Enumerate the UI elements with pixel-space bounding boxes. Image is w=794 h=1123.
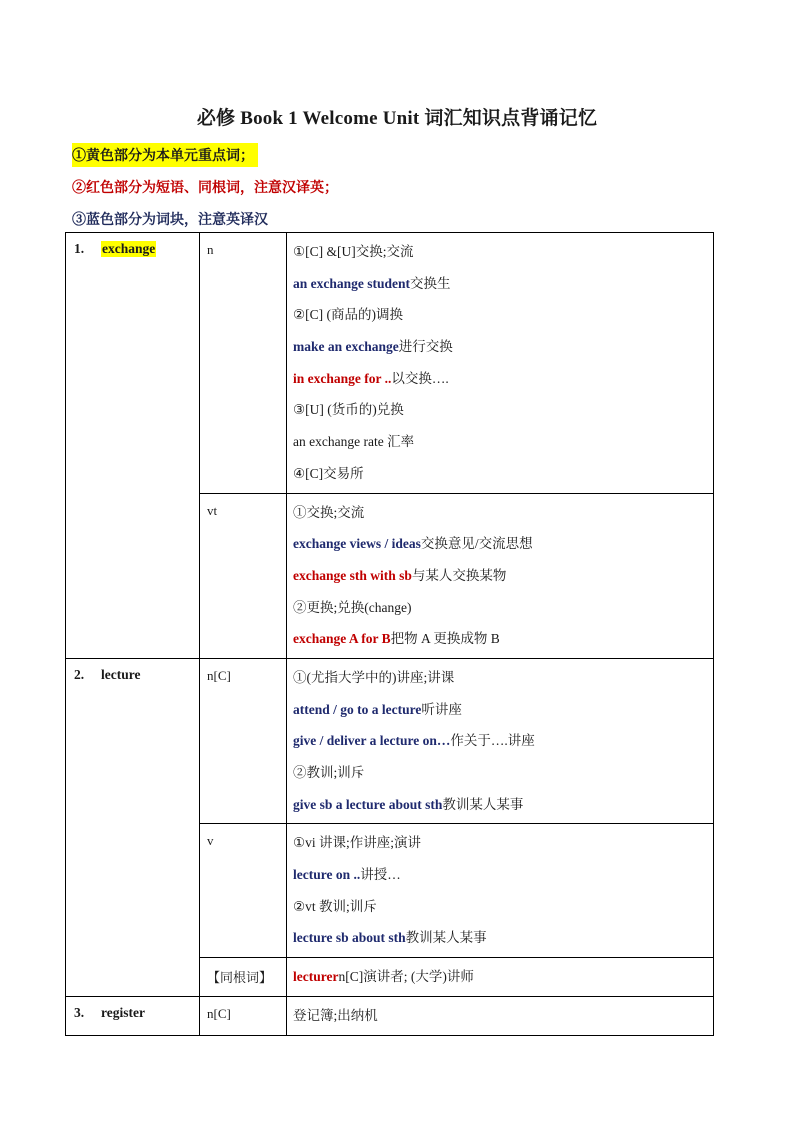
phrase-meaning: n[C]演讲者; (大学)讲师 — [338, 969, 474, 985]
definition-list — [287, 997, 713, 1035]
part-of-speech: n[C] — [207, 1005, 231, 1021]
word-cell — [66, 996, 200, 1035]
phrase-blue: give / deliver a lecture on… — [293, 733, 451, 749]
entry-word: register — [101, 1004, 145, 1020]
pos-cell — [200, 233, 287, 494]
definition-line: ①[C] &[U]交换;交流 — [293, 244, 414, 259]
definition-line: ②更换;兑换(change) — [293, 599, 412, 615]
definition-line: ①交换;交流 — [293, 504, 365, 520]
definition-line — [293, 789, 713, 821]
vocabulary-table — [65, 232, 714, 1036]
entry-number: 2. — [74, 666, 85, 682]
phrase-meaning: 教训某人某事 — [442, 796, 524, 812]
definition-line: ②vt 教训;训斥 — [293, 898, 377, 914]
phrase-meaning: 交换生 — [410, 275, 451, 291]
definition-line: ②[C] (商品的)调换 — [293, 307, 403, 323]
definition-line: ①vi 讲课;作讲座;演讲 — [293, 835, 421, 851]
word-cell — [66, 658, 200, 996]
definition-line — [293, 725, 713, 757]
phrase-meaning: 以交换…. — [391, 370, 449, 386]
part-of-speech: vt — [207, 502, 218, 518]
phrase-blue: exchange views / ideas — [293, 536, 421, 552]
page-title: 必修 Book 1 Welcome Unit 词汇知识点背诵记忆 — [196, 108, 598, 129]
phrase-meaning: 交换意见/交流思想 — [420, 536, 533, 552]
table-row — [66, 996, 714, 1035]
phrase-meaning: 与某人交换某物 — [411, 567, 507, 583]
phrase-blue: lecture on .. — [293, 867, 361, 883]
phrase-meaning: 进行交换 — [398, 339, 453, 355]
definition-line — [293, 859, 713, 891]
part-of-speech: n[C] — [207, 667, 231, 683]
definition-cell — [287, 958, 714, 997]
entry-head — [66, 997, 199, 1021]
entry-word: exchange — [102, 241, 156, 256]
definition-line: ④[C]交易所 — [293, 465, 364, 481]
definition-line — [293, 623, 713, 655]
definition-line — [293, 268, 713, 300]
table-row — [66, 233, 714, 494]
phrase-blue: an exchange student — [293, 275, 411, 291]
note-yellow: ①黄色部分为本单元重点词； — [72, 143, 258, 167]
phrase-meaning: 作关于….讲座 — [450, 733, 535, 749]
definition-list — [287, 494, 713, 658]
definition-list — [287, 233, 713, 493]
pos-cell — [200, 493, 287, 658]
pos-cell — [200, 824, 287, 958]
part-of-speech: n — [207, 242, 214, 257]
part-of-speech: 【同根词】 — [207, 970, 273, 986]
definition-line: an exchange rate 汇率 — [293, 434, 415, 450]
pos-cell — [200, 658, 287, 823]
phrase-meaning: 讲授… — [360, 867, 401, 883]
definition-cell — [287, 493, 714, 658]
phrase-blue: give sb a lecture about sth — [293, 796, 443, 812]
phrase-red: exchange sth with sb — [293, 567, 412, 583]
definition-line: ①(尤指大学中的)讲座;讲课 — [293, 669, 455, 685]
definition-list — [287, 958, 713, 996]
definition-cell — [287, 658, 714, 823]
phrase-meaning: 听讲座 — [421, 701, 462, 717]
phrase-meaning: 教训某人某事 — [405, 930, 487, 946]
entry-head — [66, 233, 199, 257]
definition-line — [293, 961, 713, 993]
definition-line — [293, 922, 713, 954]
note-blue: ③蓝色部分为词块，注意英译汉 — [72, 213, 268, 228]
word-cell — [66, 233, 200, 659]
pos-cell — [200, 958, 287, 997]
phrase-meaning: 把物 A 更换成物 B — [390, 631, 500, 647]
definition-list — [287, 824, 713, 957]
definition-line — [293, 694, 713, 726]
definition-line — [293, 363, 713, 395]
phrase-red: in exchange for .. — [293, 370, 392, 386]
table-row — [66, 658, 714, 823]
definition-line — [293, 331, 713, 363]
entry-head — [66, 659, 199, 683]
definition-line: 登记簿;出纳机 — [293, 1007, 378, 1023]
definition-line — [293, 528, 713, 560]
definition-cell — [287, 824, 714, 958]
entry-number: 3. — [74, 1004, 85, 1020]
pos-cell — [200, 996, 287, 1035]
phrase-red: lecturer — [293, 969, 339, 985]
phrase-blue: lecture sb about sth — [293, 930, 406, 946]
definition-list — [287, 659, 713, 823]
entry-word: lecture — [101, 666, 141, 682]
part-of-speech: v — [207, 833, 214, 849]
definition-line: ②教训;训斥 — [293, 765, 365, 780]
note-red: ②红色部分为短语、同根词，注意汉译英； — [72, 181, 338, 196]
phrase-blue: attend / go to a lecture — [293, 701, 422, 717]
phrase-red: exchange A for B — [293, 631, 391, 647]
phrase-blue: make an exchange — [293, 339, 399, 355]
definition-line: ③[U] (货币的)兑换 — [293, 402, 404, 418]
entry-number: 1. — [74, 241, 85, 256]
definition-cell — [287, 233, 714, 494]
definition-cell — [287, 996, 714, 1035]
definition-line — [293, 560, 713, 592]
